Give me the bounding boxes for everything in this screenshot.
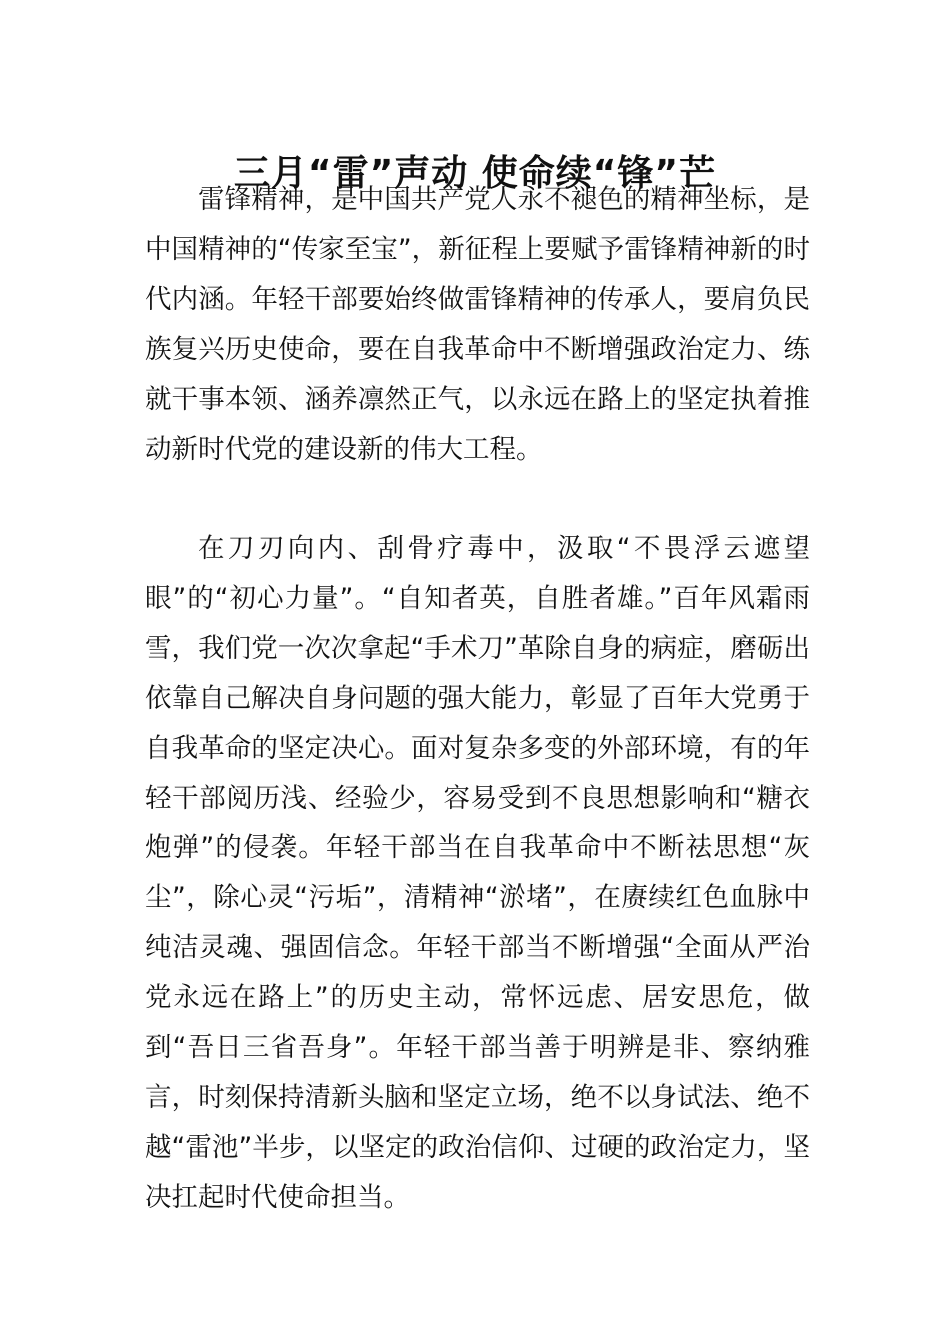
paragraph-2: 在刀刃向内、刮骨疗毒中，汲取“不畏浮云遮望眼”的“初心力量”。“自知者英，自胜者雄。”百年风霜雨雪，我们党一次次拿起“手术刀”革除自身的病症，磨砺出依靠自己解决自身问题的强大能力，彰显了百年大党勇于自我革命的坚定决心。面对复杂多变的外部环境，有的年轻干部阅历浅、经验少，容易受到不良思想影响和“糖衣炮弹”的侵袭。年轻干部当在自我革命中不断祛思想“灰尘”，除心灵“污垢”，清精神“淤堵”，在赓续红色血脉中纯洁灵魂、强固信念。年轻干部当不断增强“全面从严治党永远在路上”的历史主动，常怀远虑、居安思危，做到“吾日三省吾身”。年轻干部当善于明辨是非、察纳雅言，时刻保持清新头脑和坚定立场，绝不以身试法、绝不越“雷池”半步，以坚定的政治信仰、过硬的政治定力，坚决扛起时代使命担当。: [145, 533, 810, 1213]
page-title: 三月“雷”声动 使命续“锋”芒: [233, 153, 717, 195]
paragraph-1: 雷锋精神，是中国共产党人永不褪色的精神坐标，是中国精神的“传家至宝”，新征程上要赋予雷锋精神新的时代内涵。年轻干部要始终做雷锋精神的传承人，要肩负民族复兴历史使命，要在自我革命中不断增强政治定力、练就干事本领、涵养凛然正气，以永远在路上的坚定执着推动新时代党的建设新的伟大工程。: [145, 184, 810, 465]
